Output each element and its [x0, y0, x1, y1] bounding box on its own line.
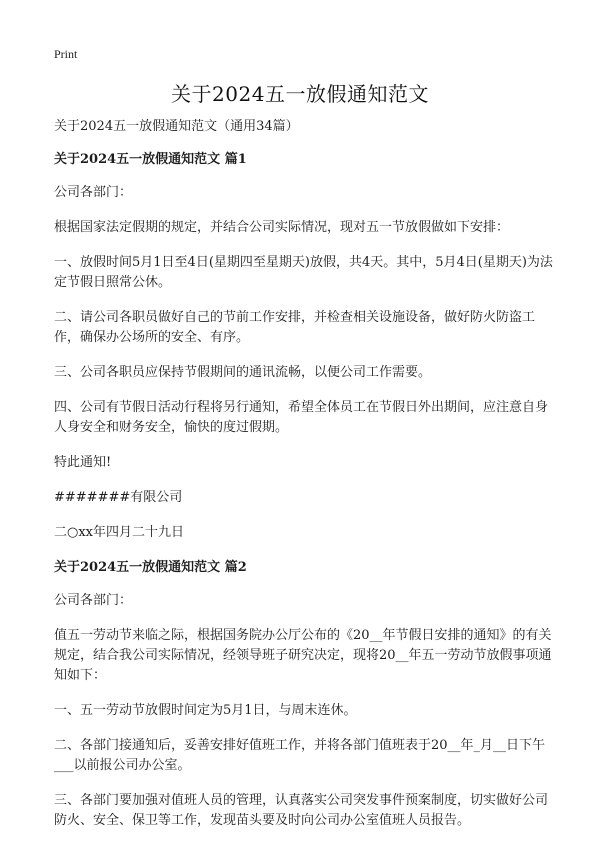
section-heading-2: 关于2024五一放假通知范文 篇2	[54, 560, 247, 575]
document-body	[54, 117, 554, 846]
paragraph-1-3: 二、请公司各职员做好自己的节前工作安排，并检查相关设施设备，做好防火防盗工作，确保办公场所的安全、有序。	[54, 310, 536, 345]
paragraph-1-4: 三、公司各职员应保持节假期间的通讯流畅，以便公司工作需要。	[54, 365, 432, 380]
date-1: 二○xx年四月二十九日	[54, 525, 185, 540]
print-link[interactable]: Print	[54, 47, 78, 61]
section-heading-1: 关于2024五一放假通知范文 篇1	[54, 152, 247, 167]
greeting-2: 公司各部门：	[54, 593, 133, 608]
paragraph-2-1: 值五一劳动节来临之际，根据国务院办公厅公布的《20__年节假日安排的通知》的有关规定，结合我公司实际情况，经领导班子研究决定，现将20__年五一劳动节放假事项通知如下：	[54, 628, 552, 683]
document-subtitle: 关于2024五一放假通知范文（通用34篇）	[54, 119, 299, 134]
paragraph-2-2: 一、五一劳动节放假时间定为5月1日，与周末连休。	[54, 703, 357, 718]
greeting-1: 公司各部门：	[54, 185, 133, 200]
paragraph-1-5: 四、公司有节假日活动行程将另行通知，希望全体员工在节假日外出期间，应注意自身人身安全和财务安全，愉快的度过假期。	[54, 400, 549, 435]
paragraph-1-2: 一、放假时间5月1日至4日(星期四至星期天)放假，共4天。其中，5月4日(星期天)为法定节假日照常公休。	[54, 255, 553, 290]
closing-1: 特此通知!	[54, 455, 112, 470]
paragraph-2-4: 三、各部门要加强对值班人员的管理，认真落实公司突发事件预案制度，切实做好公司防火、安全、保卫等工作，发现苗头要及时向公司办公室值班人员报告。	[54, 793, 549, 828]
paragraph-2-3: 二、各部门接通知后，妥善安排好值班工作，并将各部门值班表于20__年_月__日下午___以前报公司办公室。	[54, 738, 546, 773]
page-title: 关于2024五一放假通知范文	[171, 82, 429, 106]
company-name-1: #######有限公司	[54, 490, 183, 505]
paragraph-1-1: 根据国家法定假期的规定，并结合公司实际情况，现对五一节放假做如下安排：	[54, 220, 510, 235]
